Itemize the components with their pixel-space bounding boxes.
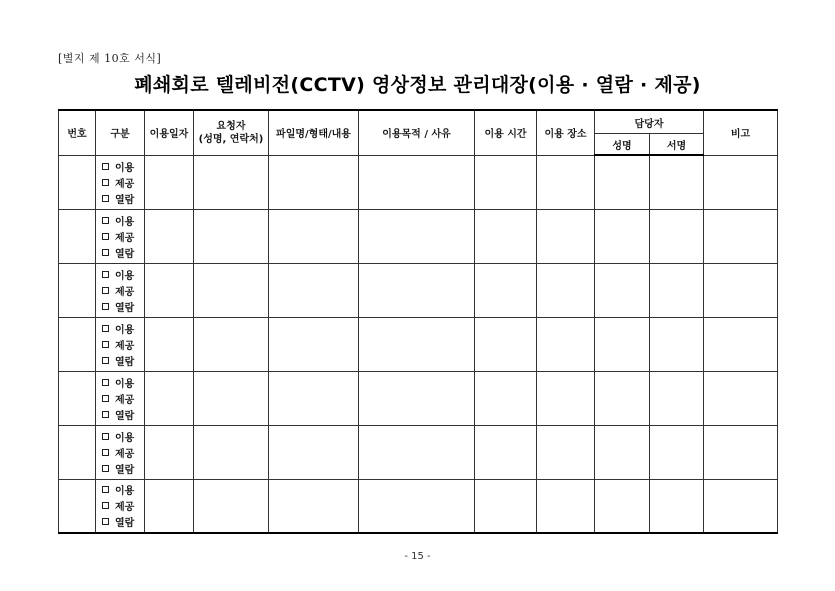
- category-cell: [96, 155, 145, 209]
- use-time-cell[interactable]: [475, 263, 537, 317]
- category-option-label: 열람: [115, 518, 135, 530]
- checkbox-icon[interactable]: [102, 379, 109, 386]
- remarks-cell[interactable]: [704, 317, 778, 371]
- header-requester-line1: 요청자: [216, 120, 246, 132]
- category-option-label: 제공: [115, 502, 135, 514]
- header-use-place: 이용 장소: [537, 110, 595, 155]
- checkbox-icon[interactable]: [102, 233, 109, 240]
- purpose-cell[interactable]: [359, 371, 475, 425]
- category-option-use[interactable]: [102, 212, 144, 228]
- use-time-cell[interactable]: [475, 317, 537, 371]
- header-manager-signature: 서명: [650, 134, 704, 156]
- use-place-cell[interactable]: [537, 479, 595, 533]
- table-row: [59, 425, 778, 479]
- category-option-label: 열람: [115, 356, 135, 368]
- remarks-cell[interactable]: [704, 155, 778, 209]
- manager-name-cell[interactable]: [595, 425, 650, 479]
- category-option-provide[interactable]: [102, 282, 144, 298]
- checkbox-icon[interactable]: [102, 195, 109, 202]
- purpose-cell[interactable]: [359, 209, 475, 263]
- category-cell: [96, 209, 145, 263]
- checkbox-icon[interactable]: [102, 465, 109, 472]
- use-date-cell[interactable]: [145, 479, 194, 533]
- page-title: 폐쇄회로 텔레비전(CCTV) 영상정보 관리대장(이용 · 열람 · 제공): [134, 74, 701, 96]
- checkbox-icon[interactable]: [102, 163, 109, 170]
- checkbox-icon[interactable]: [102, 411, 109, 418]
- manager-signature-cell[interactable]: [650, 155, 704, 209]
- checkbox-icon[interactable]: [102, 325, 109, 332]
- category-option-label: 열람: [115, 302, 135, 314]
- header-use-time: 이용 시간: [475, 110, 537, 155]
- number-cell[interactable]: [59, 155, 96, 209]
- number-cell[interactable]: [59, 371, 96, 425]
- category-option-provide[interactable]: [102, 390, 144, 406]
- use-date-cell[interactable]: [145, 263, 194, 317]
- use-place-cell[interactable]: [537, 263, 595, 317]
- category-option-use[interactable]: [102, 374, 144, 390]
- category-option-provide[interactable]: [102, 336, 144, 352]
- page-number: - 15 -: [404, 551, 431, 562]
- header-manager: 담당자: [595, 110, 704, 134]
- category-option-provide[interactable]: [102, 444, 144, 460]
- category-option-label: 열람: [115, 464, 135, 476]
- use-time-cell[interactable]: [475, 371, 537, 425]
- header-category: 구분: [96, 110, 145, 155]
- use-place-cell[interactable]: [537, 317, 595, 371]
- category-option-view[interactable]: [102, 460, 144, 476]
- category-cell: [96, 425, 145, 479]
- form-label: [별지 제 10호 서식]: [58, 52, 162, 65]
- file-info-cell[interactable]: [269, 263, 359, 317]
- requester-cell[interactable]: [194, 317, 269, 371]
- table-row: [59, 479, 778, 533]
- manager-name-cell[interactable]: [595, 479, 650, 533]
- use-date-cell[interactable]: [145, 209, 194, 263]
- category-option-view[interactable]: [102, 298, 144, 314]
- use-place-cell[interactable]: [537, 155, 595, 209]
- category-option-label: 제공: [115, 394, 135, 406]
- header-file-info: 파일명/형태/내용: [269, 110, 359, 155]
- category-cell: [96, 263, 145, 317]
- category-option-view[interactable]: [102, 190, 144, 206]
- use-time-cell[interactable]: [475, 155, 537, 209]
- use-place-cell[interactable]: [537, 371, 595, 425]
- header-remarks: 비고: [704, 110, 778, 155]
- manager-name-cell[interactable]: [595, 209, 650, 263]
- use-date-cell[interactable]: [145, 155, 194, 209]
- checkbox-icon[interactable]: [102, 287, 109, 294]
- checkbox-icon[interactable]: [102, 502, 109, 509]
- manager-signature-cell[interactable]: [650, 371, 704, 425]
- use-time-cell[interactable]: [475, 209, 537, 263]
- table-row: [59, 155, 778, 209]
- category-option-view[interactable]: [102, 352, 144, 368]
- category-cell: [96, 371, 145, 425]
- file-info-cell[interactable]: [269, 425, 359, 479]
- checkbox-icon[interactable]: [102, 179, 109, 186]
- file-info-cell[interactable]: [269, 479, 359, 533]
- number-cell[interactable]: [59, 317, 96, 371]
- category-option-label: 열람: [115, 194, 135, 206]
- remarks-cell[interactable]: [704, 209, 778, 263]
- checkbox-icon[interactable]: [102, 486, 109, 493]
- checkbox-icon[interactable]: [102, 433, 109, 440]
- use-place-cell[interactable]: [537, 209, 595, 263]
- purpose-cell[interactable]: [359, 425, 475, 479]
- category-option-view[interactable]: [102, 514, 144, 530]
- category-option-label: 이용: [115, 378, 135, 390]
- table-row: [59, 371, 778, 425]
- category-cell: [96, 479, 145, 533]
- category-option-label: 이용: [115, 324, 135, 336]
- table-row: [59, 209, 778, 263]
- category-option-label: 제공: [115, 448, 135, 460]
- category-option-label: 제공: [115, 232, 135, 244]
- ledger-body: [59, 155, 778, 533]
- category-option-label: 열람: [115, 410, 135, 422]
- checkbox-icon[interactable]: [102, 518, 109, 525]
- category-option-label: 제공: [115, 340, 135, 352]
- header-purpose: 이용목적 / 사유: [359, 110, 475, 155]
- category-option-view[interactable]: [102, 244, 144, 260]
- header-requester: [194, 110, 269, 155]
- manager-name-cell[interactable]: [595, 263, 650, 317]
- number-cell[interactable]: [59, 209, 96, 263]
- number-cell[interactable]: [59, 263, 96, 317]
- manager-name-cell[interactable]: [595, 317, 650, 371]
- header-use-date: 이용일자: [145, 110, 194, 155]
- purpose-cell[interactable]: [359, 479, 475, 533]
- category-option-provide[interactable]: [102, 498, 144, 514]
- checkbox-icon[interactable]: [102, 395, 109, 402]
- requester-cell[interactable]: [194, 479, 269, 533]
- file-info-cell[interactable]: [269, 209, 359, 263]
- use-place-cell[interactable]: [537, 425, 595, 479]
- category-option-use[interactable]: [102, 158, 144, 174]
- manager-signature-cell[interactable]: [650, 479, 704, 533]
- remarks-cell[interactable]: [704, 371, 778, 425]
- number-cell[interactable]: [59, 425, 96, 479]
- category-option-label: 이용: [115, 162, 135, 174]
- category-option-label: 이용: [115, 270, 135, 282]
- use-time-cell[interactable]: [475, 425, 537, 479]
- requester-cell[interactable]: [194, 425, 269, 479]
- use-date-cell[interactable]: [145, 317, 194, 371]
- requester-cell[interactable]: [194, 371, 269, 425]
- checkbox-icon[interactable]: [102, 271, 109, 278]
- header-manager-name: 성명: [595, 134, 650, 156]
- category-option-use[interactable]: [102, 482, 144, 498]
- requester-cell[interactable]: [194, 155, 269, 209]
- file-info-cell[interactable]: [269, 371, 359, 425]
- category-cell: [96, 317, 145, 371]
- checkbox-icon[interactable]: [102, 449, 109, 456]
- requester-cell[interactable]: [194, 209, 269, 263]
- remarks-cell[interactable]: [704, 425, 778, 479]
- purpose-cell[interactable]: [359, 317, 475, 371]
- header-requester-line2: (성명, 연락처): [198, 133, 264, 145]
- file-info-cell[interactable]: [269, 155, 359, 209]
- category-option-label: 이용: [115, 486, 135, 498]
- category-option-use[interactable]: [102, 266, 144, 282]
- category-option-provide[interactable]: [102, 174, 144, 190]
- file-info-cell[interactable]: [269, 317, 359, 371]
- category-option-label: 이용: [115, 432, 135, 444]
- checkbox-icon[interactable]: [102, 303, 109, 310]
- use-date-cell[interactable]: [145, 425, 194, 479]
- header-number: 번호: [59, 110, 96, 155]
- table-row: [59, 263, 778, 317]
- manager-signature-cell[interactable]: [650, 263, 704, 317]
- checkbox-icon[interactable]: [102, 249, 109, 256]
- category-option-label: 이용: [115, 216, 135, 228]
- number-cell[interactable]: [59, 479, 96, 533]
- category-option-provide[interactable]: [102, 228, 144, 244]
- purpose-cell[interactable]: [359, 263, 475, 317]
- table-row: [59, 317, 778, 371]
- checkbox-icon[interactable]: [102, 357, 109, 364]
- remarks-cell[interactable]: [704, 263, 778, 317]
- remarks-cell[interactable]: [704, 479, 778, 533]
- manager-signature-cell[interactable]: [650, 209, 704, 263]
- category-option-label: 제공: [115, 286, 135, 298]
- cctv-ledger-table: [58, 109, 778, 534]
- manager-name-cell[interactable]: [595, 155, 650, 209]
- checkbox-icon[interactable]: [102, 341, 109, 348]
- category-option-view[interactable]: [102, 406, 144, 422]
- category-option-label: 제공: [115, 178, 135, 190]
- manager-signature-cell[interactable]: [650, 317, 704, 371]
- checkbox-icon[interactable]: [102, 217, 109, 224]
- category-option-use[interactable]: [102, 320, 144, 336]
- category-option-use[interactable]: [102, 428, 144, 444]
- use-date-cell[interactable]: [145, 371, 194, 425]
- manager-signature-cell[interactable]: [650, 425, 704, 479]
- purpose-cell[interactable]: [359, 155, 475, 209]
- manager-name-cell[interactable]: [595, 371, 650, 425]
- use-time-cell[interactable]: [475, 479, 537, 533]
- requester-cell[interactable]: [194, 263, 269, 317]
- category-option-label: 열람: [115, 248, 135, 260]
